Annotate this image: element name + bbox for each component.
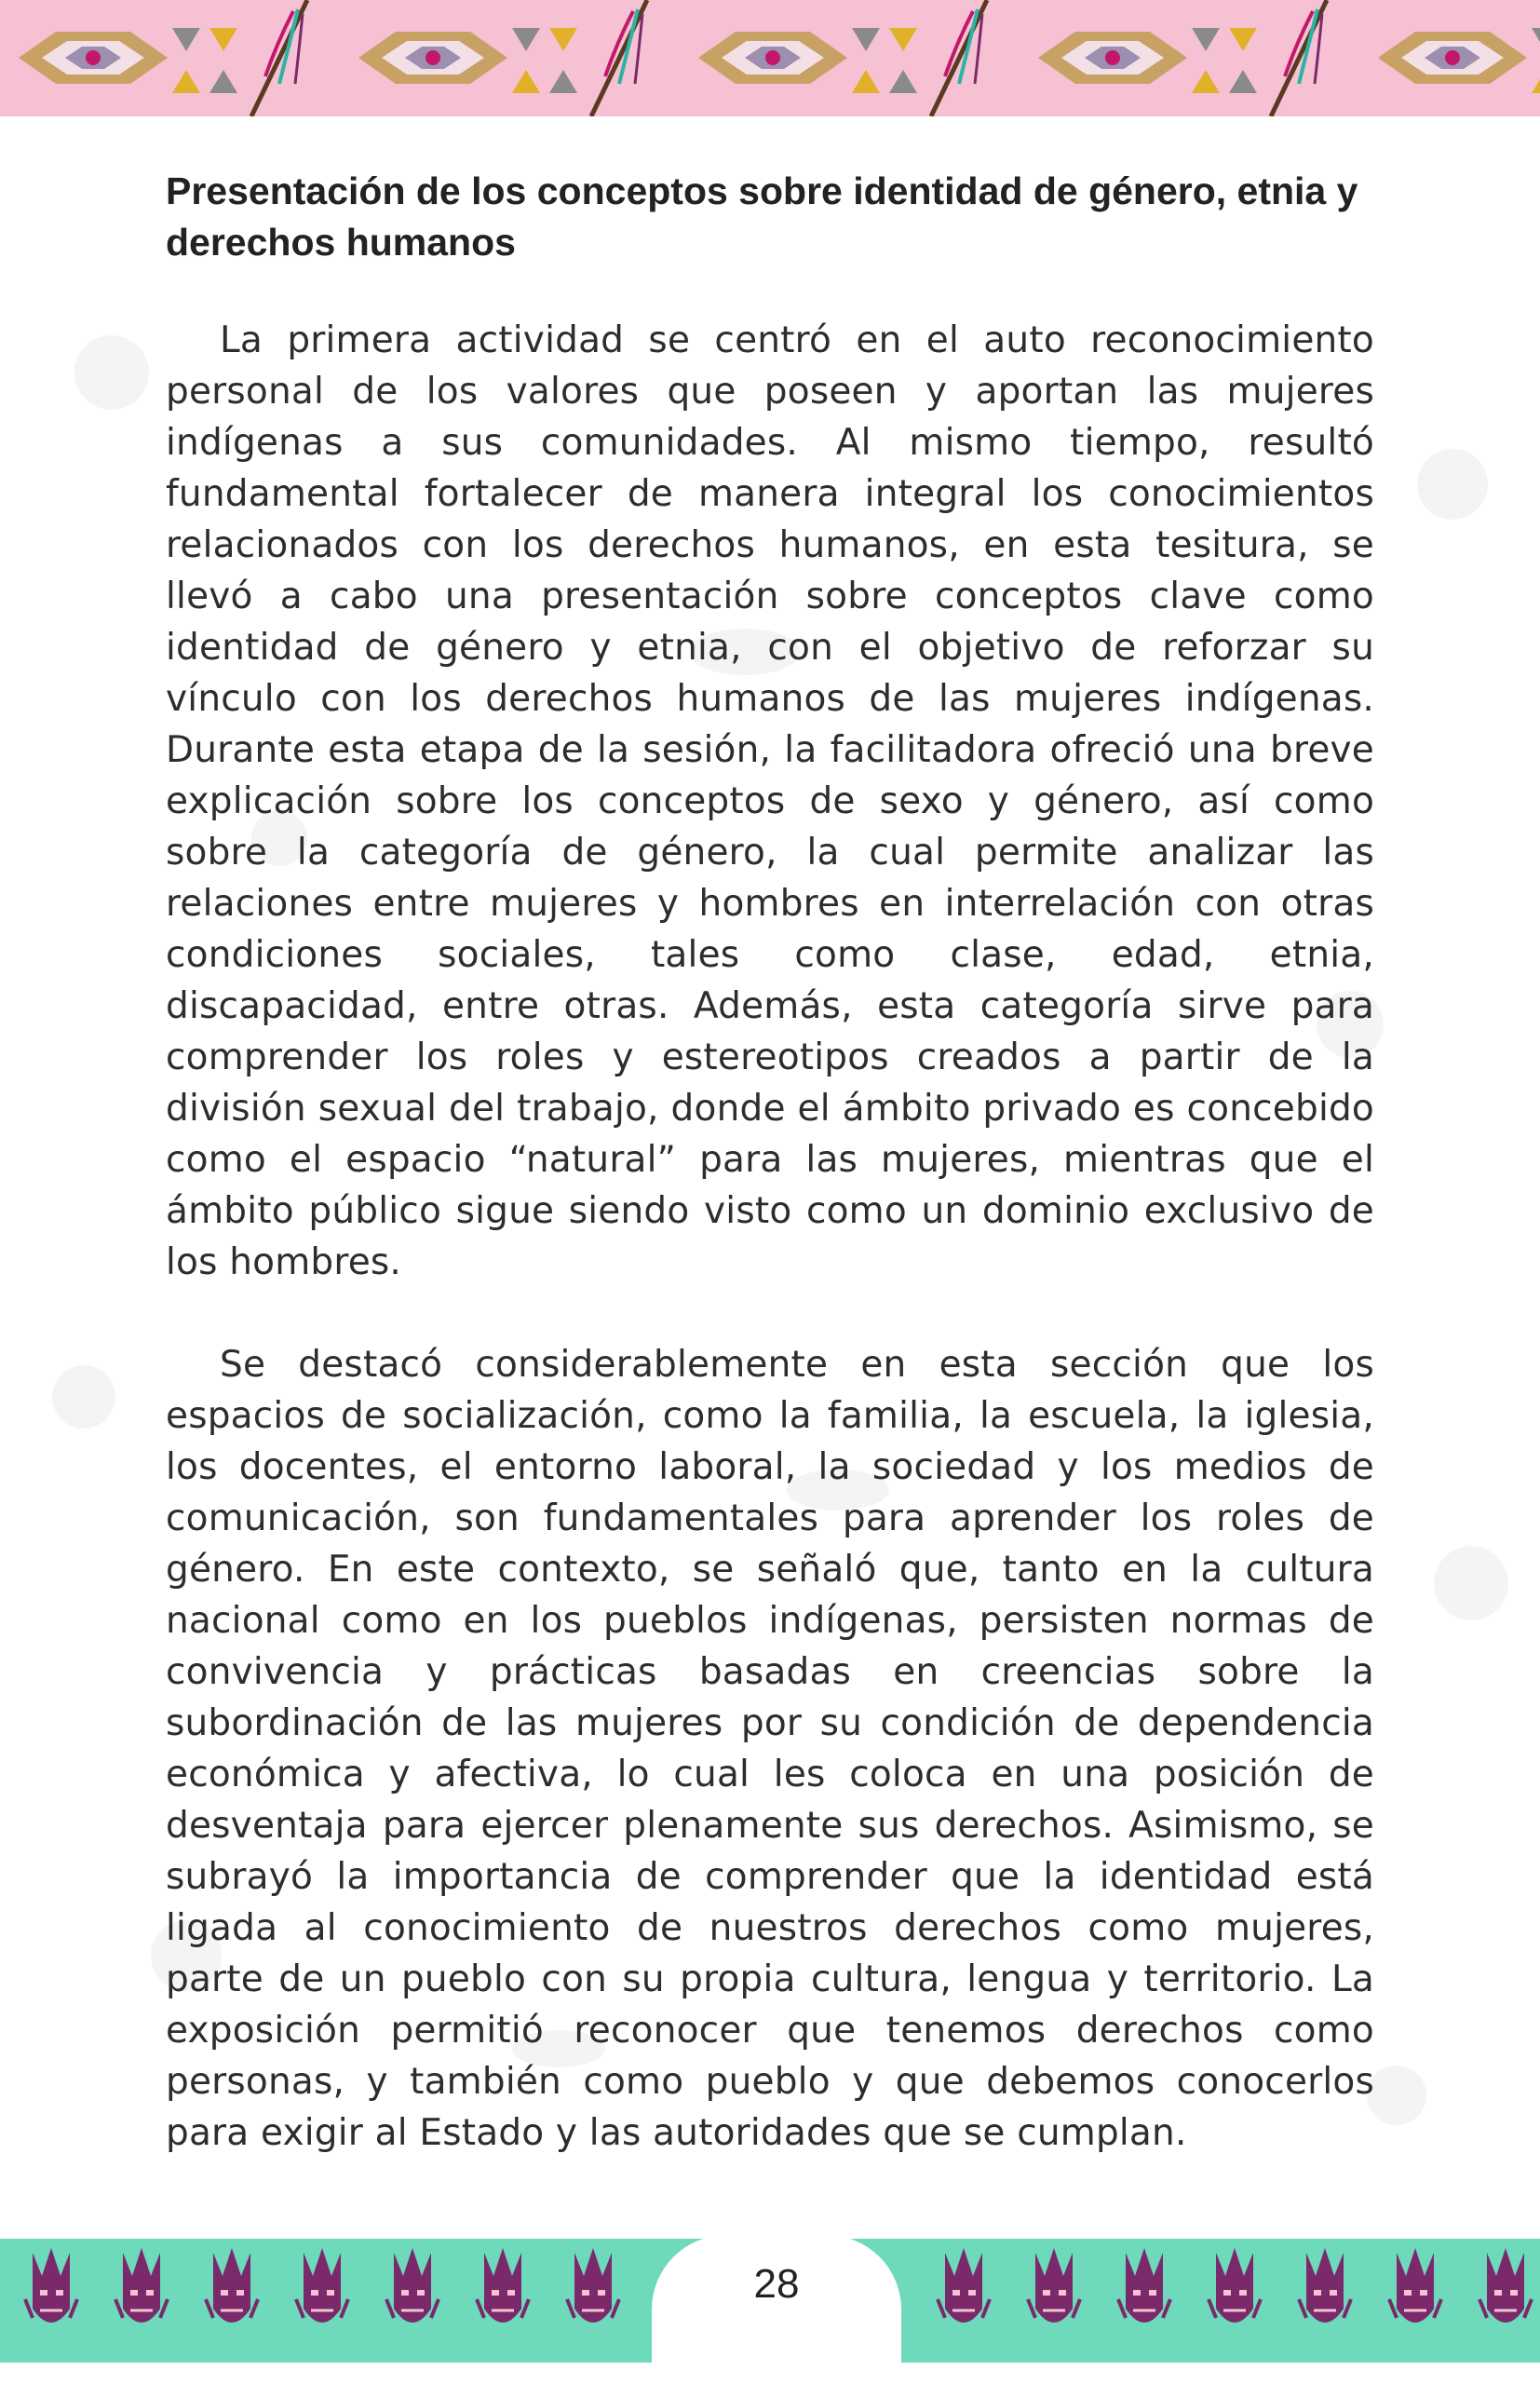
top-decorative-band <box>0 0 1540 116</box>
mask-icon <box>1028 2248 1080 2323</box>
feather-icon <box>251 0 307 116</box>
diamond-motif-icon <box>698 28 917 93</box>
mask-icon <box>206 2248 258 2323</box>
diamond-motif-icon <box>358 28 577 93</box>
mask-icon <box>938 2248 990 2323</box>
diamond-motif-icon <box>1038 28 1257 93</box>
mask-icon <box>1299 2248 1351 2323</box>
mask-icon <box>25 2248 77 2323</box>
diamond-motif-icon <box>19 28 237 93</box>
page-number-tab <box>652 2235 901 2384</box>
paragraph-1: La primera actividad se centró en el auto reconocimiento personal de los valores que poseen y aportan las mujeres indígenas a sus comunidades. Al mismo tiempo, resultó fundamental fortalecer de manera integral los conocimientos relacionados con los derechos humanos, en esta tesitura, se llevó a cabo una presentación sobre conceptos clave como identidad de género y etnia, con el objetivo de reforzar su vínculo con los derechos humanos de las mujeres indígenas. Durante esta etapa de la sesión, la facilitadora ofreció una breve explicación sobre los conceptos de sexo y género, así como sobre la categoría de género, la cual permite analizar las relaciones entre mujeres y hombres en interrelación con otras condiciones sociales, tales como clase, edad, etnia, discapacidad, entre otras. Además, esta categoría sirve para comprender los roles y estereotipos creados a partir de la división sexual del trabajo, donde el ámbito privado es concebido como el espacio “natural” para las mujeres, mientras que el ámbito público sigue siendo visto como un dominio exclusivo de los hombres. <box>166 319 1374 1283</box>
mask-icon <box>386 2248 439 2323</box>
page-number: 28 <box>753 2261 800 2307</box>
mask-icon <box>1389 2248 1441 2323</box>
mask-icon <box>115 2248 168 2323</box>
feather-icon <box>1271 0 1327 116</box>
mask-icon <box>1479 2248 1532 2323</box>
document-body <box>166 166 1374 2210</box>
feather-icon <box>591 0 647 116</box>
mask-icon <box>567 2248 619 2323</box>
mask-icon <box>1118 2248 1170 2323</box>
section-title: Presentación de los conceptos sobre identidad de género, etnia y derechos humanos <box>166 169 1358 264</box>
top-geometric-motif <box>0 0 1540 116</box>
mask-icon <box>477 2248 529 2323</box>
paragraph-2: Se destacó considerablemente en esta sección que los espacios de socialización, como la familia, la escuela, la iglesia, los docentes, el entorno laboral, la sociedad y los medios de comunicación, son fundamentales para aprender los roles de género. En este contexto, se señaló que, tanto en la cultura nacional como en los pueblos indígenas, persisten normas de convivencia y prácticas basadas en creencias sobre la subordinación de las mujeres por su condición de dependencia económica y afectiva, lo cual les coloca en una posición de desventaja para ejercer plenamente sus derechos. Asimismo, se subrayó la importancia de comprender que la identidad está ligada al conocimiento de nuestros derechos como mujeres, parte de un pueblo con su propia cultura, lengua y territorio. La exposición permitió reconocer que tenemos derechos como personas, y también como pueblo y que debemos conocerlos para exigir al Estado y las autoridades que se cumplan. <box>166 1344 1374 2154</box>
feather-icon <box>931 0 987 116</box>
diamond-motif-icon <box>1378 28 1540 93</box>
mask-icon <box>296 2248 348 2323</box>
mask-icon <box>1209 2248 1261 2323</box>
